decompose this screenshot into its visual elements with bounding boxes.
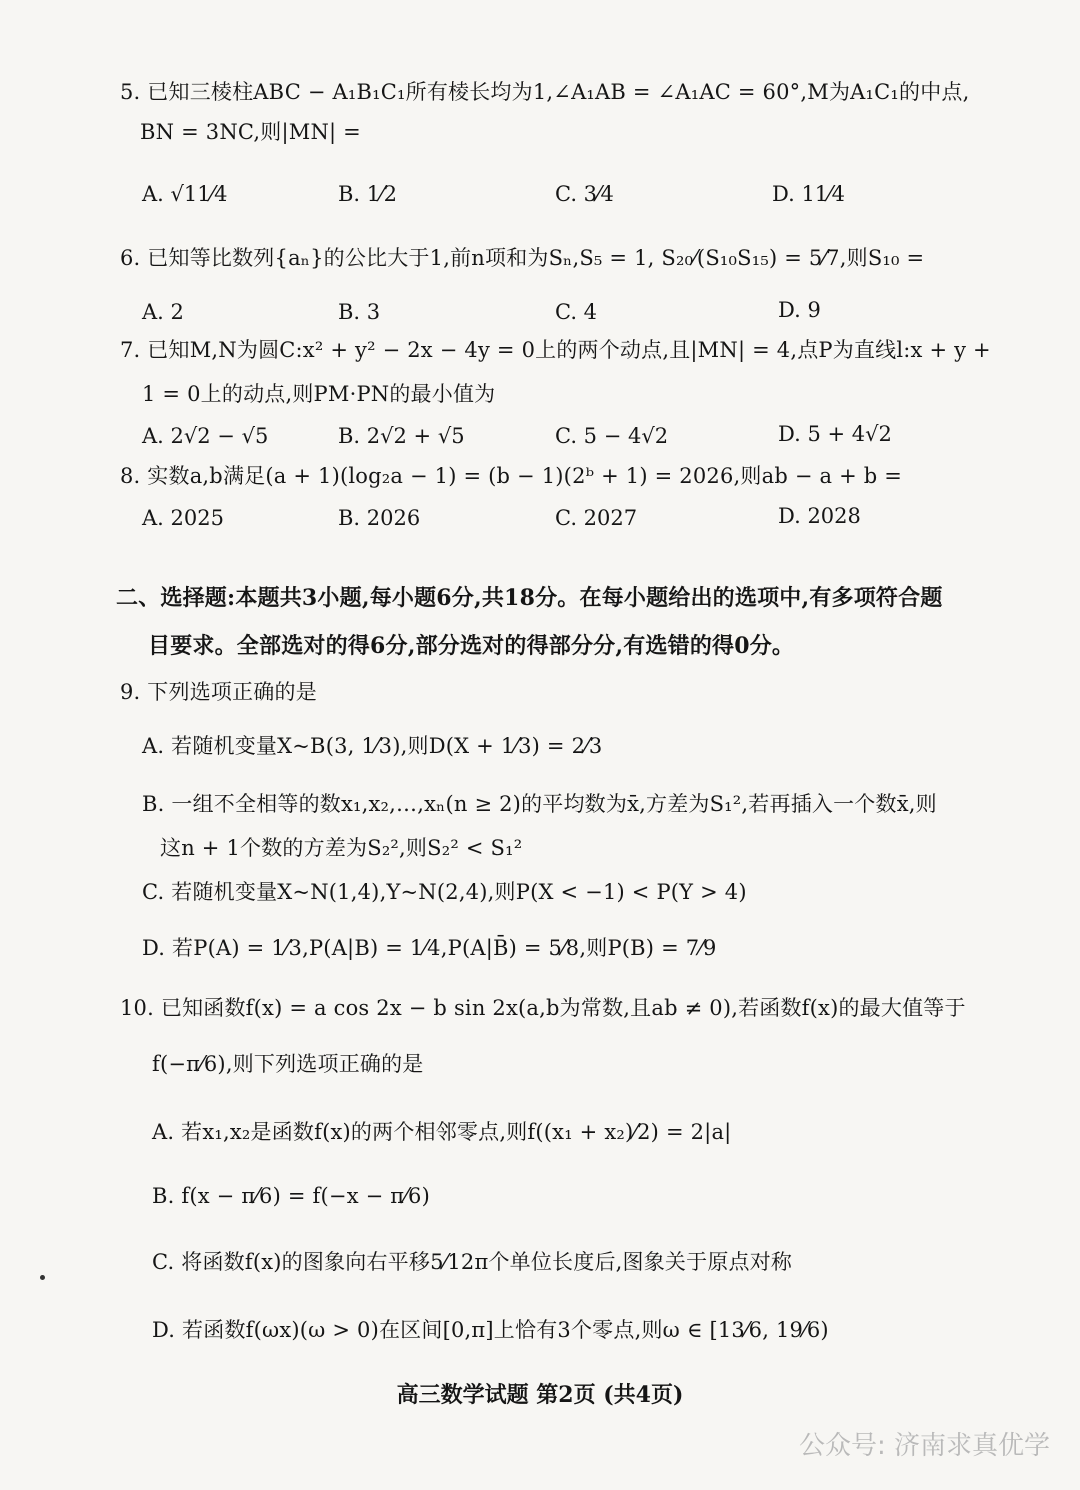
q5-option-d: D. 11⁄4	[772, 182, 846, 206]
q9-option-c: C. 若随机变量X~N(1,4),Y~N(2,4),则P(X < −1) < P(Y > 4)	[142, 880, 747, 904]
q10-option-b: B. f(x − π⁄6) = f(−x − π⁄6)	[152, 1184, 430, 1208]
q8-option-d: D. 2028	[778, 504, 861, 528]
q6-option-d: D. 9	[778, 298, 821, 322]
q7-option-b: B. 2√2 + √5	[338, 424, 465, 448]
q5-stem-line1: 5. 已知三棱柱ABC − A₁B₁C₁所有棱长均为1,∠A₁AB = ∠A₁AC = 60°,M为A₁C₁的中点,	[120, 80, 970, 104]
q6-option-b: B. 3	[338, 300, 381, 324]
section2-heading-line1: 二、选择题:本题共3小题,每小题6分,共18分。在每小题给出的选项中,有多项符合题	[116, 585, 943, 611]
q6-stem: 6. 已知等比数列{aₙ}的公比大于1,前n项和为Sₙ,S₅ = 1, S₂₀⁄(S₁₀S₁₅) = 5⁄7,则S₁₀ =	[120, 246, 925, 270]
q5-option-b: B. 1⁄2	[338, 182, 398, 206]
q8-option-b: B. 2026	[338, 506, 421, 530]
q6-option-a: A. 2	[142, 300, 184, 324]
section2-heading-line2: 目要求。全部选对的得6分,部分选对的得部分分,有选错的得0分。	[148, 633, 795, 659]
page-footer: 高三数学试题 第2页 (共4页)	[396, 1382, 684, 1408]
q7-option-d: D. 5 + 4√2	[778, 422, 892, 446]
q10-option-a: A. 若x₁,x₂是函数f(x)的两个相邻零点,则f((x₁ + x₂)⁄2) = 2|a|	[152, 1120, 732, 1144]
q9-option-d: D. 若P(A) = 1⁄3,P(A|B) = 1⁄4,P(A|B̄) = 5⁄8,则P(B) = 7⁄9	[142, 936, 717, 960]
q9-option-b-line1: B. 一组不全相等的数x₁,x₂,…,xₙ(n ≥ 2)的平均数为x̄,方差为S₁²,若再插入一个数x̄,则	[142, 792, 937, 816]
q10-stem-line1: 10. 已知函数f(x) = a cos 2x − b sin 2x(a,b为常数,且ab ≠ 0),若函数f(x)的最大值等于	[120, 996, 966, 1020]
q10-stem-line2: f(−π⁄6),则下列选项正确的是	[152, 1052, 424, 1076]
q5-option-a: A. √11⁄4	[142, 182, 228, 206]
q8-stem: 8. 实数a,b满足(a + 1)(log₂a − 1) = (b − 1)(2ᵇ + 1) = 2026,则ab − a + b =	[120, 464, 903, 488]
q7-stem-line2: 1 = 0上的动点,则PM·PN的最小值为	[142, 382, 496, 406]
q10-option-d: D. 若函数f(ωx)(ω > 0)在区间[0,π]上恰有3个零点,则ω ∈ [13⁄6, 19⁄6)	[152, 1318, 829, 1342]
q9-stem: 9. 下列选项正确的是	[120, 680, 317, 704]
q6-option-c: C. 4	[555, 300, 598, 324]
q10-option-c: C. 将函数f(x)的图象向右平移5⁄12π个单位长度后,图象关于原点对称	[152, 1250, 793, 1274]
q5-option-c: C. 3⁄4	[555, 182, 614, 206]
q7-stem-line1: 7. 已知M,N为圆C:x² + y² − 2x − 4y = 0上的两个动点,且|MN| = 4,点P为直线l:x + y +	[120, 338, 991, 362]
q9-option-b-line2: 这n + 1个数的方差为S₂²,则S₂² < S₁²	[160, 836, 523, 860]
q9-option-a: A. 若随机变量X~B(3, 1⁄3),则D(X + 1⁄3) = 2⁄3	[142, 734, 603, 758]
watermark-text: 公众号: 济南求真优学	[798, 1431, 1050, 1461]
q7-option-a: A. 2√2 − √5	[142, 424, 269, 448]
q7-option-c: C. 5 − 4√2	[555, 424, 669, 448]
q8-option-c: C. 2027	[555, 506, 638, 530]
q5-stem-line2: BN = 3NC,则|MN| =	[140, 120, 361, 144]
scan-speck	[40, 1275, 45, 1280]
q8-option-a: A. 2025	[142, 506, 224, 530]
